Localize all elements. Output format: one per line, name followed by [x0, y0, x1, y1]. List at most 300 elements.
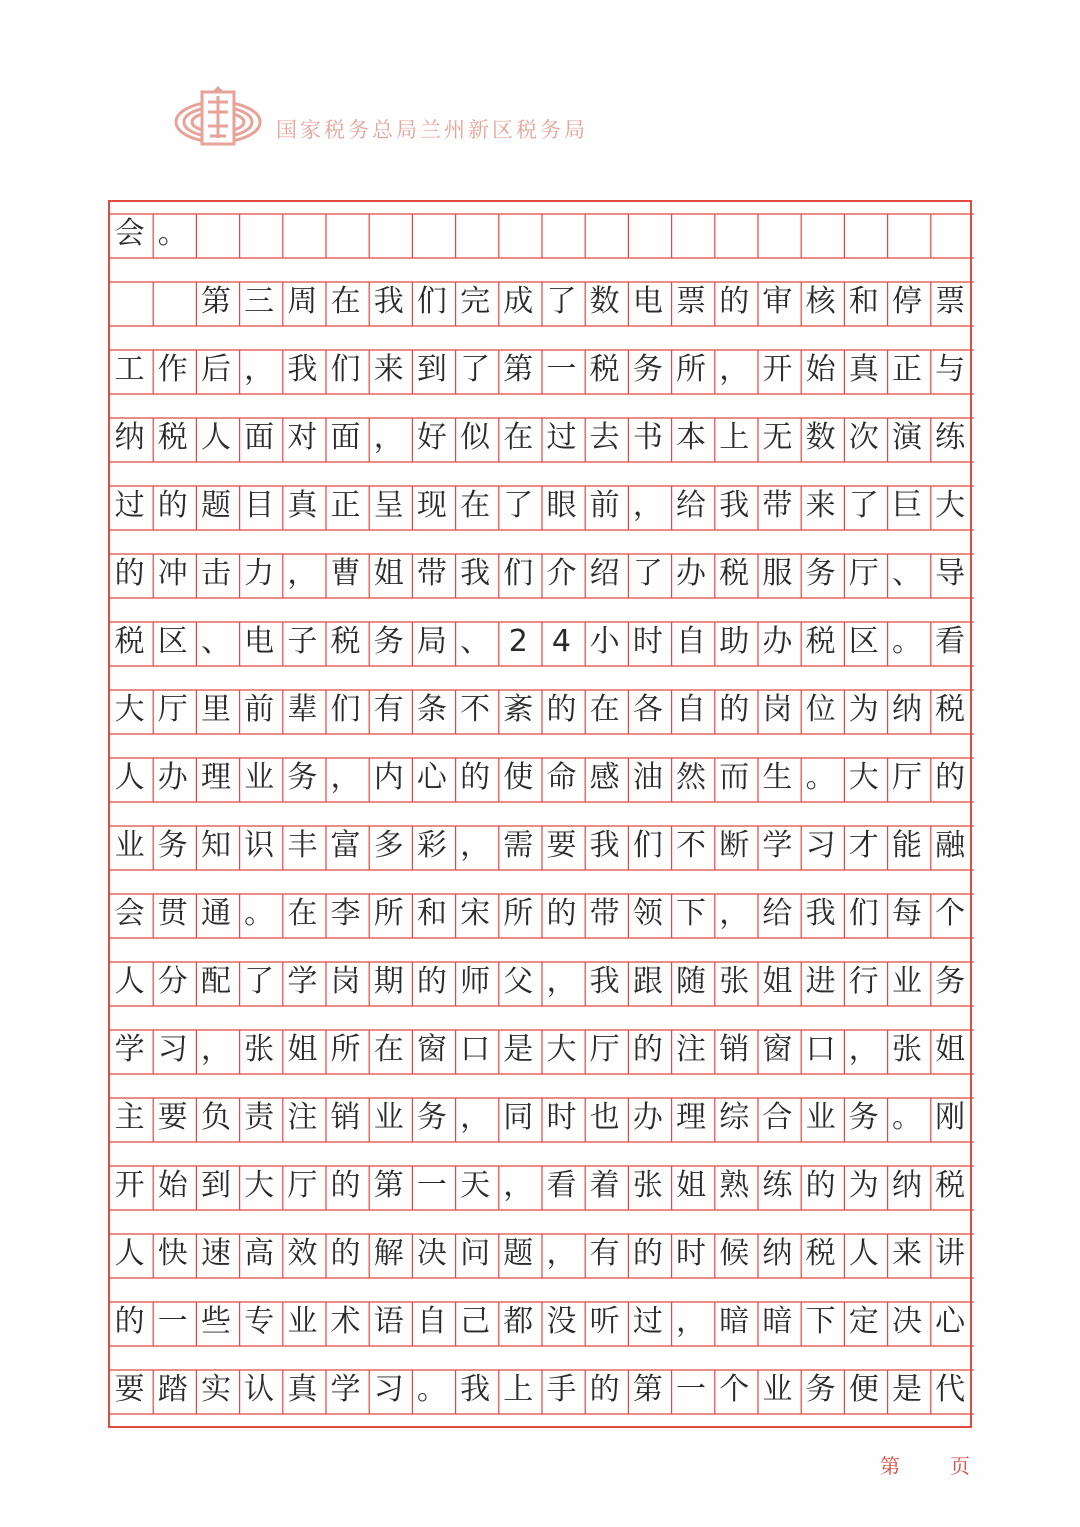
manuscript-row: [108, 212, 972, 256]
manuscript-cell: 熟: [719, 1168, 750, 1203]
manuscript-cell: 命: [546, 760, 577, 795]
manuscript-cell: 数: [589, 284, 620, 319]
manuscript-cell: 我: [589, 964, 620, 999]
manuscript-cell: 审: [762, 284, 793, 319]
manuscript-cell: 服: [762, 556, 793, 591]
manuscript-cell: 我: [287, 352, 318, 387]
manuscript-cell: 人: [114, 760, 145, 795]
manuscript-cell: 子: [287, 624, 318, 659]
manuscript-cell: 练: [762, 1168, 793, 1203]
manuscript-cell: [885, 212, 928, 256]
manuscript-row: [108, 824, 972, 868]
manuscript-cell: 务: [632, 352, 663, 387]
manuscript-cell: 给: [676, 488, 707, 523]
manuscript-cell: 到: [416, 352, 447, 387]
manuscript-cell: 的: [546, 692, 577, 727]
manuscript-cell: 业: [373, 1100, 404, 1135]
manuscript-cell: 纳: [891, 692, 922, 727]
manuscript-cell: 感: [589, 760, 620, 795]
manuscript-row: [108, 1096, 972, 1140]
letterhead: [172, 86, 692, 166]
manuscript-cell: 速: [200, 1236, 231, 1271]
manuscript-cell: ，: [244, 352, 275, 387]
manuscript-cell: 开: [114, 1168, 145, 1203]
manuscript-cell: 多: [373, 828, 404, 863]
tax-emblem-icon: [172, 86, 264, 152]
manuscript-cell: [842, 212, 885, 256]
manuscript-cell: 、: [200, 624, 231, 659]
manuscript-cell: 讲: [935, 1236, 966, 1271]
manuscript-cell: 李: [330, 896, 361, 931]
manuscript-cell: [583, 212, 626, 256]
manuscript-cell: 习: [805, 828, 836, 863]
manuscript-cell: 。: [244, 896, 275, 931]
manuscript-cell: 暗: [762, 1304, 793, 1339]
manuscript-cell: 才: [848, 828, 879, 863]
manuscript-cell: ，: [848, 1032, 879, 1067]
manuscript-cell: 所: [503, 896, 534, 931]
manuscript-cell: 窗: [762, 1032, 793, 1067]
manuscript-cell: 知: [200, 828, 231, 863]
manuscript-cell: 需: [503, 828, 534, 863]
manuscript-cell: 小: [589, 624, 620, 659]
manuscript-cell: ，: [719, 896, 750, 931]
manuscript-cell: 了: [546, 284, 577, 319]
manuscript-cell: 前: [244, 692, 275, 727]
manuscript-cell: 开: [762, 352, 793, 387]
manuscript-cell: 业: [244, 760, 275, 795]
manuscript-cell: 下: [805, 1304, 836, 1339]
manuscript-cell: 题: [503, 1236, 534, 1271]
manuscript-cell: 姐: [935, 1032, 966, 1067]
manuscript-cell: 下: [676, 896, 707, 931]
manuscript-cell: 随: [676, 964, 707, 999]
manuscript-cell: 领: [632, 896, 663, 931]
manuscript-cell: 的: [719, 284, 750, 319]
manuscript-cell: 人: [114, 964, 145, 999]
org-name: 国家税务总局兰州新区税务局: [276, 118, 588, 142]
manuscript-cell: 绍: [589, 556, 620, 591]
manuscript-cell: 主: [114, 1100, 145, 1135]
manuscript-cell: 后: [200, 352, 231, 387]
manuscript-cell: 不: [676, 828, 707, 863]
manuscript-cell: 周: [287, 284, 318, 319]
manuscript-cell: 学: [287, 964, 318, 999]
manuscript-cell: 能: [891, 828, 922, 863]
manuscript-cell: [108, 280, 151, 324]
manuscript-cell: 完: [460, 284, 491, 319]
manuscript-cell: 在: [460, 488, 491, 523]
manuscript-row: [108, 1300, 972, 1344]
manuscript-cell: 数: [805, 420, 836, 455]
manuscript-cell: 人: [848, 1236, 879, 1271]
manuscript-cell: 务: [848, 1100, 879, 1135]
manuscript-cell: 彩: [416, 828, 447, 863]
manuscript-cell: 姐: [762, 964, 793, 999]
manuscript-cell: 练: [935, 420, 966, 455]
manuscript-cell: 术: [330, 1304, 361, 1339]
manuscript-cell: 会: [114, 896, 145, 931]
manuscript-cell: 来: [805, 488, 836, 523]
manuscript-cell: 了: [244, 964, 275, 999]
manuscript-cell: 也: [589, 1100, 620, 1135]
manuscript-cell: 的: [632, 1236, 663, 1271]
manuscript-cell: 电: [632, 284, 663, 319]
manuscript-cell: 销: [330, 1100, 361, 1135]
manuscript-cell: 和: [848, 284, 879, 319]
manuscript-cell: 父: [503, 964, 534, 999]
manuscript-cell: 没: [546, 1304, 577, 1339]
manuscript-row: [108, 1232, 972, 1276]
manuscript-cell: 所: [330, 1032, 361, 1067]
manuscript-cell: 带: [589, 896, 620, 931]
manuscript-cell: 综: [719, 1100, 750, 1135]
manuscript-cell: 行: [848, 964, 879, 999]
manuscript-cell: 到: [200, 1168, 231, 1203]
manuscript-cell: 分: [157, 964, 188, 999]
manuscript-cell: 个: [719, 1372, 750, 1407]
manuscript-cell: 认: [244, 1372, 275, 1407]
manuscript-cell: 办: [676, 556, 707, 591]
manuscript-cell: 油: [632, 760, 663, 795]
manuscript-cell: 大: [848, 760, 879, 795]
manuscript-cell: 务: [287, 760, 318, 795]
manuscript-cell: 着: [589, 1168, 620, 1203]
manuscript-row: [108, 892, 972, 936]
manuscript-cell: 税: [719, 556, 750, 591]
manuscript-cell: 税: [114, 624, 145, 659]
manuscript-cell: 便: [848, 1372, 879, 1407]
manuscript-cell: 张: [891, 1032, 922, 1067]
manuscript-cell: 巨: [891, 488, 922, 523]
manuscript-cell: 条: [416, 692, 447, 727]
manuscript-cell: 真: [287, 1372, 318, 1407]
manuscript-cell: 了: [632, 556, 663, 591]
manuscript-row: [108, 960, 972, 1004]
manuscript-cell: 在: [503, 420, 534, 455]
manuscript-cell: 过: [632, 1304, 663, 1339]
manuscript-cell: 天: [460, 1168, 491, 1203]
manuscript-cell: 贯: [157, 896, 188, 931]
manuscript-cell: 带: [762, 488, 793, 523]
manuscript-cell: 都: [503, 1304, 534, 1339]
manuscript-cell: 使: [503, 760, 534, 795]
manuscript-cell: 的: [330, 1168, 361, 1203]
manuscript-cell: ，: [200, 1032, 231, 1067]
manuscript-cell: 销: [719, 1032, 750, 1067]
manuscript-cell: 紊: [503, 692, 534, 727]
manuscript-cell: 效: [287, 1236, 318, 1271]
manuscript-cell: 一: [676, 1372, 707, 1407]
manuscript-cell: 税: [805, 624, 836, 659]
manuscript-cell: [929, 212, 972, 256]
manuscript-cell: 的: [935, 760, 966, 795]
manuscript-cell: 务: [416, 1100, 447, 1135]
manuscript-cell: 宋: [460, 896, 491, 931]
manuscript-cell: 面: [330, 420, 361, 455]
manuscript-cell: 。: [891, 1100, 922, 1135]
manuscript-cell: 区: [157, 624, 188, 659]
manuscript-cell: 快: [157, 1236, 188, 1271]
manuscript-cell: 心: [935, 1304, 966, 1339]
manuscript-cell: 票: [935, 284, 966, 319]
manuscript-cell: 本: [676, 420, 707, 455]
manuscript-cell: 介: [546, 556, 577, 591]
manuscript-row: [108, 1368, 972, 1412]
manuscript-cell: 厅: [589, 1032, 620, 1067]
manuscript-cell: 导: [935, 556, 966, 591]
manuscript-cell: 有: [589, 1236, 620, 1271]
manuscript-row: [108, 484, 972, 528]
manuscript-cell: 电: [244, 624, 275, 659]
manuscript-cell: 现: [416, 488, 447, 523]
manuscript-cell: 进: [805, 964, 836, 999]
manuscript-cell: 自: [416, 1304, 447, 1339]
manuscript-cell: 大: [935, 488, 966, 523]
manuscript-cell: ，: [460, 828, 491, 863]
manuscript-cell: 自: [676, 692, 707, 727]
manuscript-cell: 手: [546, 1372, 577, 1407]
manuscript-cell: 务: [157, 828, 188, 863]
manuscript-cell: 通: [200, 896, 231, 931]
manuscript-cell: 看: [935, 624, 966, 659]
manuscript-cell: 决: [416, 1236, 447, 1271]
manuscript-cell: 带: [416, 556, 447, 591]
manuscript-cell: 自: [676, 624, 707, 659]
manuscript-cell: 大: [546, 1032, 577, 1067]
manuscript-cell: 大: [114, 692, 145, 727]
manuscript-cell: 我: [589, 828, 620, 863]
manuscript-cell: 各: [632, 692, 663, 727]
manuscript-cell: 张: [719, 964, 750, 999]
manuscript-cell: 一: [416, 1168, 447, 1203]
manuscript-cell: [194, 212, 237, 256]
manuscript-cell: 辈: [287, 692, 318, 727]
manuscript-cell: [799, 212, 842, 256]
manuscript-row: [108, 756, 972, 800]
manuscript-cell: ，: [287, 556, 318, 591]
manuscript-cell: 的: [330, 1236, 361, 1271]
manuscript-cell: 税: [935, 1168, 966, 1203]
manuscript-cell: 个: [935, 896, 966, 931]
manuscript-cell: 理: [200, 760, 231, 795]
manuscript-cell: 要: [114, 1372, 145, 1407]
manuscript-cell: 人: [114, 1236, 145, 1271]
page-footer: [880, 1450, 970, 1479]
manuscript-cell: 次: [848, 420, 879, 455]
manuscript-cell: 师: [460, 964, 491, 999]
manuscript-cell: 们: [416, 284, 447, 319]
manuscript-cell: 是: [503, 1032, 534, 1067]
manuscript-row: [108, 416, 972, 460]
manuscript-cell: 断: [719, 828, 750, 863]
manuscript-cell: [410, 212, 453, 256]
manuscript-cell: 合: [762, 1100, 793, 1135]
manuscript-cell: ，: [330, 760, 361, 795]
page-label-right: 页: [950, 1454, 970, 1478]
manuscript-cell: ，: [546, 1236, 577, 1271]
manuscript-cell: 业: [762, 1372, 793, 1407]
manuscript-cell: 然: [676, 760, 707, 795]
manuscript-cell: 了: [503, 488, 534, 523]
manuscript-cell: 刚: [935, 1100, 966, 1135]
manuscript-cell: 岗: [762, 692, 793, 727]
manuscript-cell: 上: [719, 420, 750, 455]
manuscript-cell: 学: [114, 1032, 145, 1067]
manuscript-cell: 在: [330, 284, 361, 319]
manuscript-cell: [281, 212, 324, 256]
manuscript-cell: 看: [546, 1168, 577, 1203]
manuscript-cell: 业: [287, 1304, 318, 1339]
manuscript-cell: 暗: [719, 1304, 750, 1339]
manuscript-cell: 融: [935, 828, 966, 863]
manuscript-cell: 而: [719, 760, 750, 795]
manuscript-cell: [756, 212, 799, 256]
manuscript-cell: [454, 212, 497, 256]
manuscript-cell: 业: [891, 964, 922, 999]
manuscript-cell: 代: [935, 1372, 966, 1407]
manuscript-cell: [669, 212, 712, 256]
manuscript-cell: 们: [330, 352, 361, 387]
manuscript-cell: 时: [676, 1236, 707, 1271]
manuscript-cell: 定: [848, 1304, 879, 1339]
manuscript-cell: 助: [719, 624, 750, 659]
manuscript-cell: 了: [848, 488, 879, 523]
manuscript-cell: 税: [805, 1236, 836, 1271]
manuscript-cell: 注: [287, 1100, 318, 1135]
manuscript-cell: 富: [330, 828, 361, 863]
manuscript-cell: 内: [373, 760, 404, 795]
manuscript-cell: 的: [114, 556, 145, 591]
manuscript-cell: 们: [848, 896, 879, 931]
manuscript-cell: 里: [200, 692, 231, 727]
manuscript-cell: 纳: [762, 1236, 793, 1271]
manuscript-cell: 姐: [287, 1032, 318, 1067]
manuscript-cell: 解: [373, 1236, 404, 1271]
manuscript-cell: [324, 212, 367, 256]
manuscript-cell: 己: [460, 1304, 491, 1339]
manuscript-cell: 跟: [632, 964, 663, 999]
manuscript-cell: 习: [373, 1372, 404, 1407]
manuscript-cell: ，: [632, 488, 663, 523]
manuscript-cell: 学: [762, 828, 793, 863]
manuscript-cell: 来: [373, 352, 404, 387]
manuscript-cell: 期: [373, 964, 404, 999]
manuscript-cell: 2: [508, 624, 528, 659]
manuscript-row: [108, 1028, 972, 1072]
manuscript-cell: 的: [416, 964, 447, 999]
manuscript-cell: ，: [719, 352, 750, 387]
manuscript-cell: 工: [114, 352, 145, 387]
manuscript-cell: 候: [719, 1236, 750, 1271]
manuscript-cell: 识: [244, 828, 275, 863]
manuscript-cell: 在: [589, 692, 620, 727]
manuscript-cell: 高: [244, 1236, 275, 1271]
manuscript-cell: 口: [805, 1032, 836, 1067]
manuscript-cell: 姐: [676, 1168, 707, 1203]
manuscript-cell: 位: [805, 692, 836, 727]
manuscript-cell: 人: [200, 420, 231, 455]
manuscript-cell: 时: [632, 624, 663, 659]
manuscript-cell: 呈: [373, 488, 404, 523]
manuscript-cell: 成: [503, 284, 534, 319]
manuscript-cell: 业: [114, 828, 145, 863]
manuscript-cell: 。: [891, 624, 922, 659]
manuscript-cell: 同: [503, 1100, 534, 1135]
manuscript-cell: 书: [632, 420, 663, 455]
manuscript-cell: 税: [330, 624, 361, 659]
manuscript-cell: 时: [546, 1100, 577, 1135]
manuscript-cell: 局: [416, 624, 447, 659]
manuscript-cell: 的: [460, 760, 491, 795]
manuscript-cell: 学: [330, 1372, 361, 1407]
manuscript-cell: 始: [805, 352, 836, 387]
manuscript-cell: 我: [373, 284, 404, 319]
manuscript-cell: 们: [503, 556, 534, 591]
manuscript-cell: 们: [632, 828, 663, 863]
manuscript-cell: 习: [157, 1032, 188, 1067]
manuscript-cell: 为: [848, 692, 879, 727]
manuscript-cell: 过: [114, 488, 145, 523]
manuscript-cell: 我: [460, 1372, 491, 1407]
manuscript-cell: 要: [157, 1100, 188, 1135]
manuscript-cell: 和: [416, 896, 447, 931]
manuscript-cell: 区: [848, 624, 879, 659]
manuscript-cell: 务: [935, 964, 966, 999]
manuscript-cell: 税: [589, 352, 620, 387]
manuscript-cell: 的: [632, 1032, 663, 1067]
manuscript-cell: 了: [460, 352, 491, 387]
manuscript-cell: 在: [373, 1032, 404, 1067]
manuscript-cell: 们: [330, 692, 361, 727]
manuscript-cell: 有: [373, 692, 404, 727]
manuscript-cell: 票: [676, 284, 707, 319]
manuscript-cell: 配: [200, 964, 231, 999]
manuscript-cell: 所: [676, 352, 707, 387]
manuscript-cell: 问: [460, 1236, 491, 1271]
manuscript-cell: 、: [460, 624, 491, 659]
manuscript-cell: 厅: [848, 556, 879, 591]
manuscript-cell: 面: [244, 420, 275, 455]
manuscript-cell: 厅: [287, 1168, 318, 1203]
manuscript-cell: 每: [891, 896, 922, 931]
manuscript-cell: 来: [891, 1236, 922, 1271]
manuscript-cell: 会: [114, 216, 145, 251]
manuscript-cell: 踏: [157, 1372, 188, 1407]
manuscript-cell: 心: [416, 760, 447, 795]
manuscript-cell: 姐: [373, 556, 404, 591]
manuscript-cell: [367, 212, 410, 256]
manuscript-cell: 为: [848, 1168, 879, 1203]
manuscript-cell: 给: [762, 896, 793, 931]
manuscript-row: [108, 280, 972, 324]
manuscript-cell: 真: [848, 352, 879, 387]
manuscript-cell: 办: [632, 1100, 663, 1135]
manuscript-cell: 。: [157, 216, 188, 251]
manuscript-cell: 前: [589, 488, 620, 523]
manuscript-cell: 务: [805, 556, 836, 591]
manuscript-cell: 始: [157, 1168, 188, 1203]
manuscript-cell: 、: [891, 556, 922, 591]
manuscript-cell: 。: [416, 1372, 447, 1407]
manuscript-cell: 听: [589, 1304, 620, 1339]
manuscript-cell: 厅: [891, 760, 922, 795]
manuscript-cell: 目: [244, 488, 275, 523]
manuscript-cell: 是: [891, 1372, 922, 1407]
manuscript-cell: 专: [244, 1304, 275, 1339]
manuscript-cell: ，: [460, 1100, 491, 1135]
manuscript-cell: 核: [805, 284, 836, 319]
